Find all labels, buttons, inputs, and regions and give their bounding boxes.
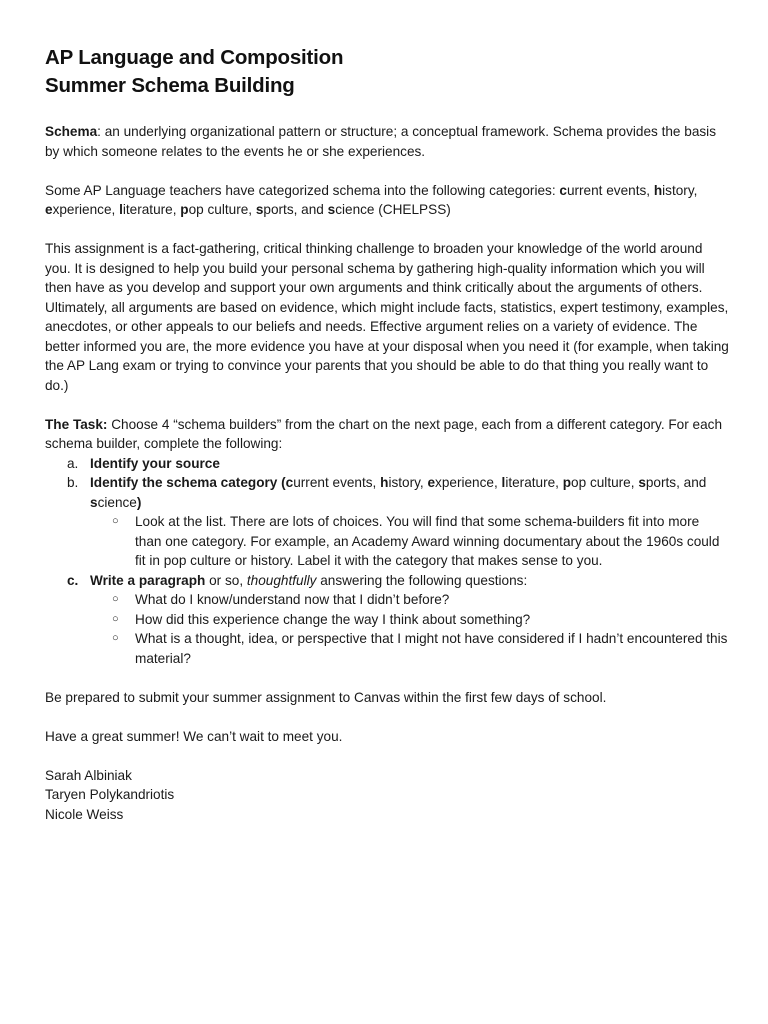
- letter-c: c: [559, 182, 567, 198]
- signature-block: [45, 766, 729, 825]
- signature-name: Sarah Albiniak: [45, 767, 132, 783]
- categories-paragraph: [45, 181, 729, 220]
- document-page: [45, 44, 729, 824]
- category-text: ports, and: [645, 475, 707, 490]
- task-paragraph: [45, 415, 729, 454]
- task-item-a: [45, 454, 729, 474]
- letter-l: l: [501, 475, 506, 490]
- list-item: [90, 610, 729, 630]
- definition-term: Schema: [45, 124, 98, 139]
- category-text: iterature,: [505, 475, 563, 490]
- title-line-1: AP Language and Composition: [45, 46, 344, 69]
- assignment-paragraph: This assignment is a fact-gathering, critical thinking challenge to broaden your knowledge of the world around you. It is designed to help you build your personal schema by gathering high-quality information which you will then have as you develop and support your own arguments and think critically about the arguments of others. Ultimately, all arguments are based on evidence, which might include facts, statistics, expert testimony, examples, anecdotes, or other appeals to our beliefs and needs. Effective argument relies on a variety of evidence. The better informed you are, the more evidence you have at your disposal when you need it (for example, when taking the AP Lang exam or trying to convince your parents that you should be able to do that thing you really want to do.): [45, 241, 729, 393]
- task-item-c-end: answering the following questions:: [316, 572, 528, 588]
- hollow-bullet-icon: ○: [112, 593, 119, 605]
- categories-intro: Some AP Language teachers have categorized schema into the following categories:: [45, 182, 560, 198]
- category-text: istory,: [662, 182, 698, 198]
- category-text: op culture,: [188, 202, 256, 217]
- letter-h: h: [380, 475, 389, 490]
- hollow-bullet-icon: ○: [112, 612, 119, 625]
- category-text: xperience,: [435, 475, 502, 490]
- task-item-b-text: Identify the schema category (: [90, 475, 286, 490]
- letter-h: h: [653, 182, 663, 198]
- sub-item-text: What do I know/understand now that I didn’t before?: [135, 592, 450, 607]
- category-text: urrent events,: [566, 182, 654, 198]
- letter-e: e: [427, 475, 436, 490]
- sub-item-text: How did this experience change the way I think about something?: [135, 611, 531, 627]
- definition-text: : an underlying organizational pattern or structure; a conceptual framework. Schema provides the basis by which someone relates to the events he or she experiences.: [45, 124, 716, 159]
- letter-s: s: [327, 202, 336, 217]
- category-text: cience (CHELPSS): [335, 202, 451, 217]
- letter-p: p: [180, 202, 189, 217]
- letter-l: l: [119, 202, 123, 217]
- task-text: Choose 4 “schema builders” from the chart on the next page, each from a different category. For each schema builder, complete the following:: [45, 416, 723, 451]
- category-text: urrent events,: [293, 475, 381, 490]
- signature-name: Nicole Weiss: [45, 806, 124, 822]
- category-text: iterature,: [122, 202, 181, 217]
- title-line-2: Summer Schema Building: [45, 74, 295, 97]
- task-item-b-sublist: [90, 512, 729, 571]
- letter-s: s: [638, 475, 646, 490]
- signature-name: Taryen Polykandriotis: [45, 787, 175, 802]
- task-item-c-sublist: [90, 590, 729, 668]
- closing-paragraph: Have a great summer! We can’t wait to meet you.: [45, 728, 343, 744]
- letter-c: c: [285, 475, 294, 490]
- list-marker: b.: [67, 475, 79, 490]
- hollow-bullet-icon: ○: [112, 515, 119, 527]
- closing-paren: ): [136, 494, 142, 510]
- category-text: ports, and: [263, 202, 328, 217]
- letter-e: e: [45, 202, 53, 217]
- category-text: istory,: [388, 475, 428, 490]
- schema-definition: [45, 122, 729, 161]
- sub-item-text: What is a thought, idea, or perspective that I might not have considered if I hadn’t encountered this material?: [135, 631, 728, 666]
- hollow-bullet-icon: ○: [112, 632, 119, 644]
- task-item-c-mid: or so,: [205, 572, 247, 588]
- category-text: op culture,: [571, 475, 639, 490]
- task-list: [45, 454, 729, 669]
- list-marker: a.: [67, 455, 79, 471]
- sub-item-text: Look at the list. There are lots of choices. You will find that some schema-builders fit into more than one category. For example, an Academy Award winning documentary about the 1960s could fit in pop culture or history. Label it with the category that makes sense to you.: [135, 514, 720, 568]
- list-item: [90, 512, 729, 571]
- task-item-a-text: Identify your source: [90, 455, 220, 471]
- list-item: [90, 629, 729, 668]
- category-text: xperience,: [52, 202, 120, 217]
- letter-s: s: [90, 494, 98, 510]
- submit-paragraph: Be prepared to submit your summer assignment to Canvas within the first few days of school.: [45, 689, 607, 705]
- letter-p: p: [562, 475, 572, 490]
- list-item: [90, 590, 729, 610]
- task-item-b: [45, 473, 729, 571]
- list-marker: c.: [67, 572, 79, 588]
- task-item-c-italic: thoughtfully: [246, 572, 317, 588]
- task-label: The Task:: [45, 416, 108, 432]
- category-text: cience: [97, 494, 137, 510]
- page-title: [45, 44, 729, 100]
- task-item-c-text: Write a paragraph: [90, 572, 206, 588]
- task-item-c: [45, 571, 729, 669]
- letter-s: s: [255, 202, 264, 217]
